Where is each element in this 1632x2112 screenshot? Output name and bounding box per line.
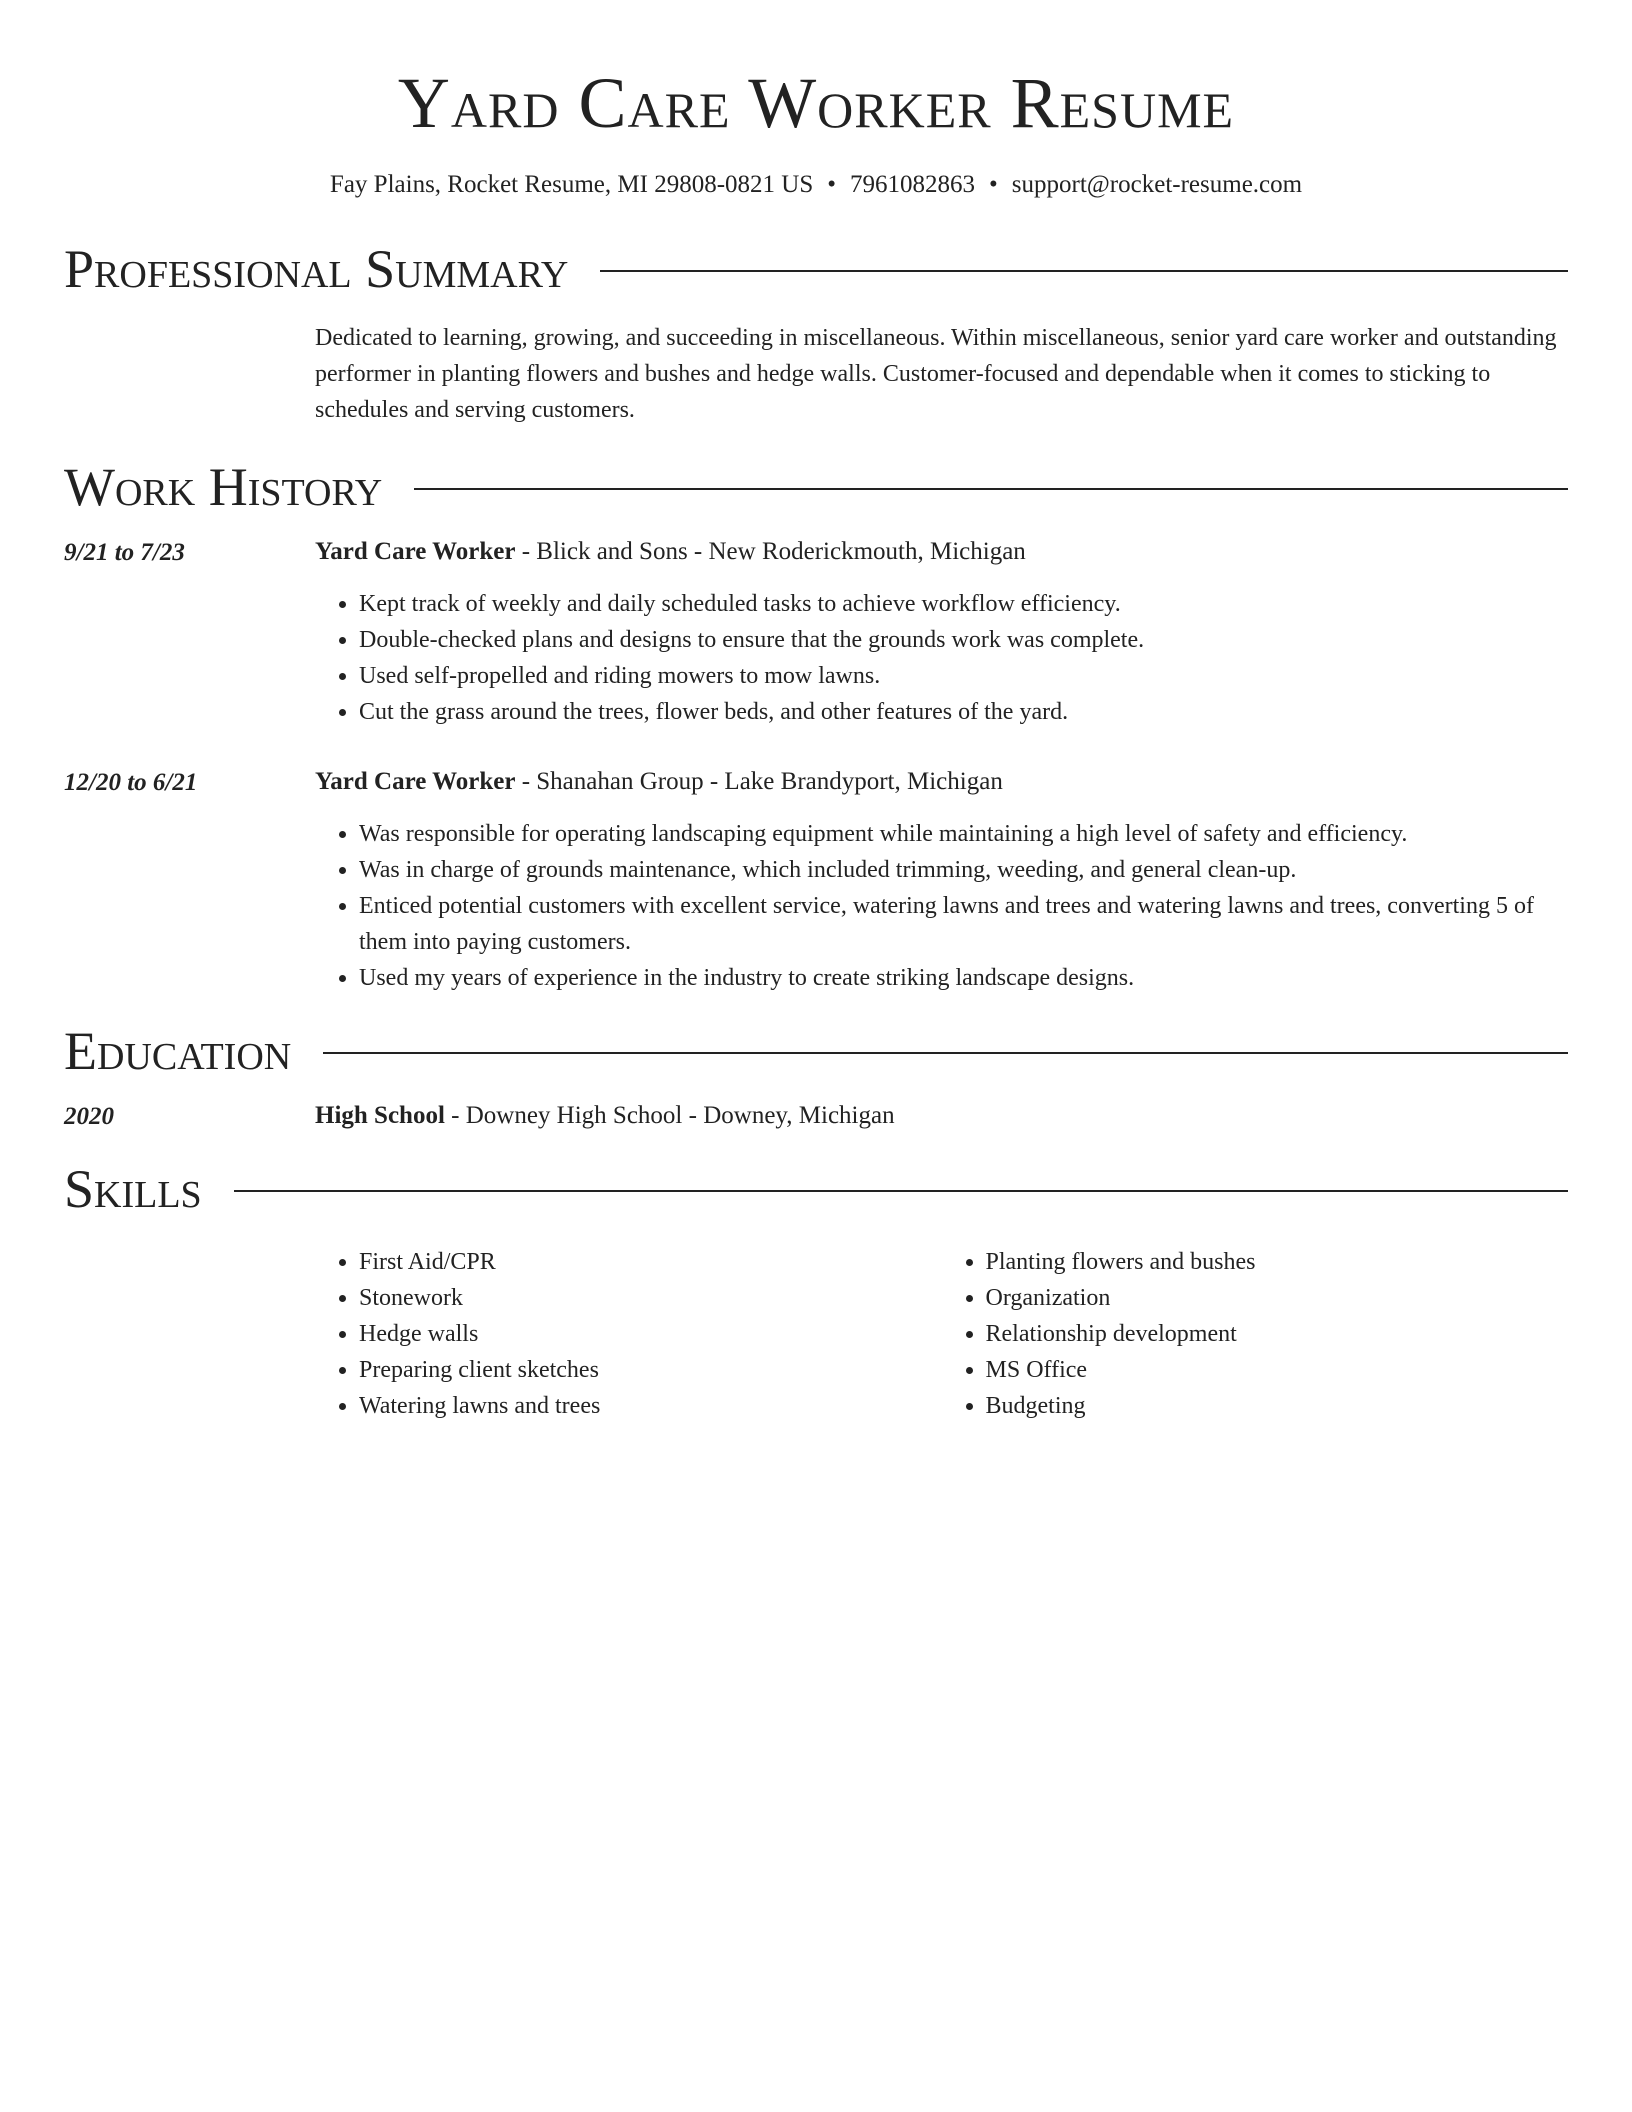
section-divider bbox=[323, 1052, 1568, 1054]
education-year: 2020 bbox=[64, 1103, 114, 1130]
job-body bbox=[315, 764, 1568, 996]
job-entry bbox=[64, 764, 1568, 996]
list-item: • MS Office bbox=[986, 1352, 1569, 1388]
contact-address: Fay Plains, Rocket Resume, MI 29808-0821 US bbox=[329, 171, 814, 198]
education-body bbox=[315, 1098, 1568, 1134]
list-item: • Planting flowers and bushes bbox=[986, 1244, 1569, 1280]
list-item: • Organization bbox=[986, 1280, 1569, 1316]
section-header-summary bbox=[64, 236, 1568, 302]
section-divider bbox=[414, 488, 1568, 490]
contact-phone: 7961082863 bbox=[850, 171, 976, 198]
summary-row bbox=[64, 320, 1568, 428]
job-body bbox=[315, 534, 1568, 730]
list-item: • Enticed potential customers with excellent service, watering lawns and trees and watering lawns and trees, converting 5 of them into paying customers. bbox=[359, 888, 1568, 960]
job-heading bbox=[315, 764, 1568, 800]
skills-columns bbox=[315, 1244, 1568, 1424]
section-title-education: Education bbox=[64, 1021, 292, 1081]
education-entry bbox=[64, 1098, 1568, 1134]
section-title-skills: Skills bbox=[64, 1159, 202, 1219]
list-item: • Watering lawns and trees bbox=[359, 1388, 942, 1424]
job-dates: 9/21 to 7/23 bbox=[64, 539, 185, 566]
skills-list-left bbox=[315, 1244, 942, 1424]
list-item: • Was responsible for operating landscaping equipment while maintaining a high level of safety and efficiency. bbox=[359, 816, 1568, 852]
job-heading bbox=[315, 534, 1568, 570]
education-school: - Downey High School - Downey, Michigan bbox=[444, 1102, 895, 1129]
job-bullets bbox=[315, 586, 1568, 730]
list-item: • Preparing client sketches bbox=[359, 1352, 942, 1388]
section-divider bbox=[234, 1190, 1568, 1192]
list-item: • Kept track of weekly and daily scheduled tasks to achieve workflow efficiency. bbox=[359, 586, 1568, 622]
job-entry bbox=[64, 534, 1568, 730]
job-dates: 12/20 to 6/21 bbox=[64, 769, 198, 796]
list-item: • Relationship development bbox=[986, 1316, 1569, 1352]
list-item: • Used my years of experience in the industry to create striking landscape designs. bbox=[359, 960, 1568, 996]
job-bullets bbox=[315, 816, 1568, 996]
summary-text: Dedicated to learning, growing, and succeeding in miscellaneous. Within miscellaneous, senior yard care worker and outstanding performer in planting flowers and bushes and hedge walls. Customer-focused and dependable when it comes to sticking to schedules and serving customers. bbox=[315, 325, 1557, 423]
job-title: Yard Care Worker bbox=[315, 538, 516, 565]
skills-list-right bbox=[942, 1244, 1569, 1424]
section-header-skills bbox=[64, 1156, 1568, 1222]
job-title: Yard Care Worker bbox=[315, 768, 516, 795]
contact-separator: • bbox=[827, 171, 837, 198]
skills-body bbox=[315, 1222, 1568, 1424]
list-item: • Used self-propelled and riding mowers to mow lawns. bbox=[359, 658, 1568, 694]
section-header-work bbox=[64, 454, 1568, 520]
list-item: • Was in charge of grounds maintenance, which included trimming, weeding, and general clean-up. bbox=[359, 852, 1568, 888]
skills-row bbox=[64, 1222, 1568, 1424]
job-employer: - Blick and Sons - New Roderickmouth, Michigan bbox=[515, 538, 1026, 565]
summary-spacer bbox=[64, 320, 315, 428]
list-item: • Cut the grass around the trees, flower beds, and other features of the yard. bbox=[359, 694, 1568, 730]
list-item: • Stonework bbox=[359, 1280, 942, 1316]
job-employer: - Shanahan Group - Lake Brandyport, Michigan bbox=[515, 768, 1003, 795]
contact-separator: • bbox=[989, 171, 998, 198]
section-title-summary: Professional Summary bbox=[64, 239, 569, 299]
list-item: • Budgeting bbox=[986, 1388, 1569, 1424]
section-header-education bbox=[64, 1018, 1568, 1084]
list-item: • Hedge walls bbox=[359, 1316, 942, 1352]
list-item: • Double-checked plans and designs to ensure that the grounds work was complete. bbox=[359, 622, 1568, 658]
section-title-work: Work History bbox=[64, 457, 383, 517]
section-divider bbox=[600, 270, 1568, 272]
skills-spacer bbox=[64, 1222, 315, 1424]
resume-title: Yard Care Worker Resume bbox=[397, 63, 1235, 143]
contact-email: support@rocket-resume.com bbox=[1011, 171, 1303, 198]
contact-line bbox=[64, 168, 1568, 202]
list-item: • First Aid/CPR bbox=[359, 1244, 942, 1280]
education-degree: High School bbox=[315, 1102, 445, 1129]
